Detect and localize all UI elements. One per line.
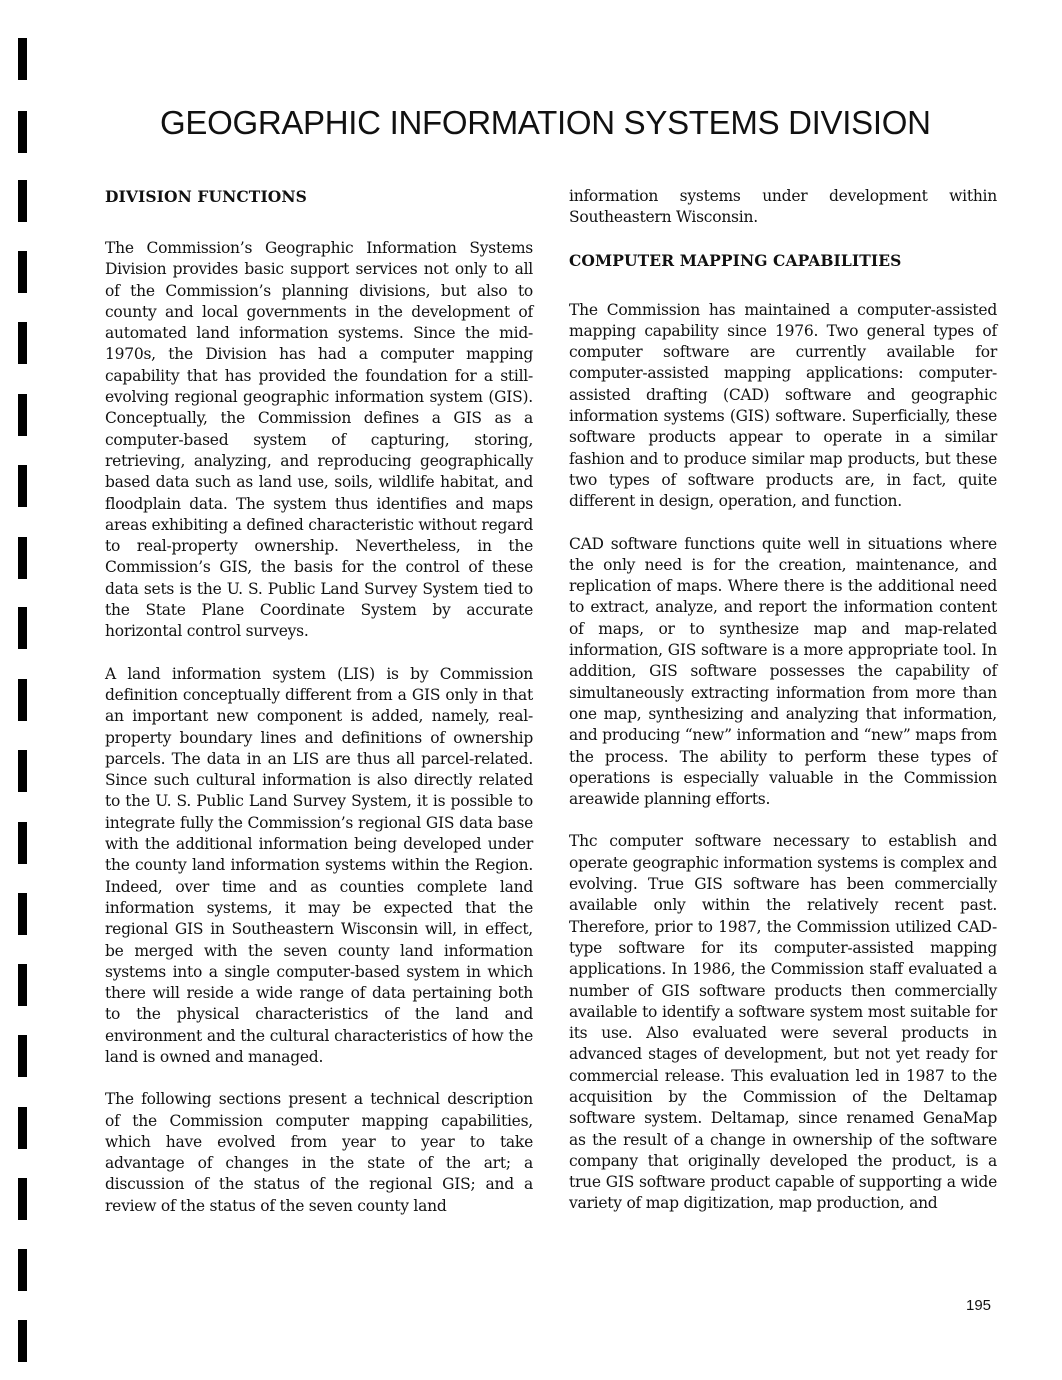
binding-mark — [18, 964, 27, 1006]
section-heading-computer-mapping: COMPUTER MAPPING CAPABILITIES — [569, 250, 902, 270]
binding-marks — [18, 0, 30, 1380]
binding-mark — [18, 607, 27, 649]
paragraph: Thc computer software necessary to establish and operate geographic information systems is complex and evolving. True GIS software has been commercially available only within the relatively recent past. Therefore, prior to 1987, the Commission utilized CAD-type software for its computer-assisted mapping applications. In 1986, the Commission staff evaluated a number of GIS software products then commercially available to identify a software system most suitable for its use. Also evaluated were several products in advanced stages of development, but not yet ready for commercial release. This evaluation led in 1987 to the acquisition by the Commission of the Deltamap software system. Deltamap, since renamed GenaMap as the result of a change in ownership of the software company that originally developed the product, is a true GIS software product capable of supporting a wide variety of map digitization, map production, and — [569, 832, 997, 1213]
binding-mark — [18, 465, 27, 507]
binding-mark — [18, 750, 27, 792]
binding-mark — [18, 111, 27, 153]
binding-mark — [18, 1035, 27, 1077]
binding-mark — [18, 1320, 27, 1362]
binding-mark — [18, 394, 27, 436]
binding-mark — [18, 1178, 27, 1220]
binding-mark — [18, 679, 27, 721]
binding-mark — [18, 251, 27, 293]
binding-mark — [18, 1249, 27, 1291]
paragraph-continuation: information systems under development within Southeastern Wisconsin. — [569, 187, 997, 227]
binding-mark — [18, 322, 27, 364]
binding-mark — [18, 38, 27, 80]
paragraph: A land information system (LIS) is by Commission definition conceptually different from a GIS only in that an important new component is added, namely, real-property boundary lines and definitions of ownership parcels. The data in an LIS are thus all parcel-related. Since such cultural information is also directly related to the U. S. Public Land Survey System, it is possible to integrate fully the Commission’s regional GIS data base with the additional information being developed under the county land information systems within the Region. Indeed, over time and as counties complete land information systems, it may be expected that the regional GIS in Southeastern Wisconsin will, in effect, be merged with the seven county land information systems into a single computer-based system in which there will reside a wide range of data pertaining both to the physical characteristics of the land and environment and the cultural characteristics of how the land is owned and managed. — [105, 664, 533, 1066]
right-column — [569, 186, 997, 1236]
binding-mark — [18, 893, 27, 935]
paragraph: The following sections present a technical description of the Commission computer mapping capabilities, which have evolved from year to year to take advantage of changes in the state of the art; a discussion of the status of the regional GIS; and a review of the status of the seven county land — [105, 1090, 533, 1215]
binding-mark — [18, 822, 27, 864]
paragraph: The Commission’s Geographic Information Systems Division provides basic support services not only to all of the Commission’s planning divisions, but also to county and local governments in the development of automated land information systems. Since the mid-1970s, the Division has had a computer mapping capability that has provided the foundation for a still-evolving regional geographic information system (GIS). Conceptually, the Commission defines a GIS as a computer-based system of capturing, storing, retrieving, analyzing, and reproducing geographically based data such as land use, soils, wildlife habitat, and floodplain data. The system thus identifies and maps areas exhibiting a defined characteristic without regard to real-property ownership. Nevertheless, in the Commission’s GIS, the basis for the control of these data sets is the U. S. Public Land Survey System tied to the State Plane Coordinate System by accurate horizontal control surveys. — [105, 239, 533, 641]
paragraph: The Commission has maintained a computer-assisted mapping capability since 1976. Two general types of computer software are currently available for computer-assisted mapping applications: computer-assisted drafting (CAD) software and geographic information systems (GIS) software. Superficially, these software products appear to operate in a similar fashion and to produce similar map products, but these two types of software products are, in fact, quite different in design, operation, and function. — [569, 300, 997, 511]
section-heading-division-functions: DIVISION FUNCTIONS — [105, 187, 307, 206]
left-column — [105, 186, 533, 1238]
binding-mark — [18, 537, 27, 579]
page-number: 195 — [966, 1297, 992, 1314]
binding-mark — [18, 1107, 27, 1149]
page-title: GEOGRAPHIC INFORMATION SYSTEMS DIVISION — [160, 104, 931, 141]
paragraph: CAD software functions quite well in situations where the only need is for the creation, maintenance, and replication of maps. Where there is the additional need to extract, analyze, and report the information content of maps, or to synthesize map and map-related information, GIS software is a more appropriate tool. In addition, GIS software possesses the capability of simultaneously extracting information from more than one map, synthesizing and analyzing that information, and producing “new” information and “new” maps from the process. The ability to perform these types of operations is especially valuable in the Commission areawide planning efforts. — [569, 534, 997, 809]
binding-mark — [18, 180, 27, 222]
